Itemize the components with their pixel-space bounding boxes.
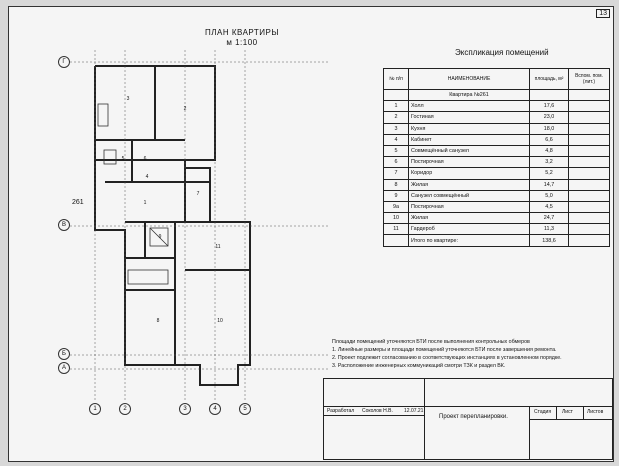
- header-name: НАИМЕНОВАНИЕ: [409, 69, 530, 90]
- stamp-col-sheets: Листов: [587, 409, 604, 415]
- table-row: 7 Коридор 5,2: [384, 168, 610, 179]
- table-group-row: [384, 90, 610, 101]
- table-row: 8 Жилая 14,7: [384, 179, 610, 190]
- sheet-number: 13: [596, 9, 610, 18]
- note-1: 1. Линейные размеры и площади помещений уточняются БТИ после завершения ремонта.: [332, 347, 557, 353]
- stamp-col-stage: Стадия: [534, 409, 552, 415]
- explication-table: [383, 68, 610, 247]
- room-label-8: 8: [156, 318, 160, 324]
- stamp-col-sheet: Лист: [562, 409, 573, 415]
- note-3: 3. Расположение инженерных коммуникаций смотри ТЗК и раздел ВК.: [332, 363, 506, 369]
- table-row: 3 Кухня 18,0: [384, 123, 610, 134]
- header-area: площадь, м²: [530, 69, 569, 90]
- plan-scale: м 1:100: [226, 38, 258, 47]
- header-num: № п/п: [384, 69, 409, 90]
- room-label-6: 6: [143, 156, 147, 162]
- stamp-date: 12.07.21: [404, 408, 424, 414]
- room-label-3: 3: [126, 96, 130, 102]
- table-row: 10 Жилая 24,7: [384, 213, 610, 224]
- axis-marker-a: А: [58, 362, 70, 374]
- room-label-1: 1: [143, 200, 147, 206]
- table-row: 9а Постирочная 4,5: [384, 201, 610, 212]
- room-label-11: 11: [215, 244, 221, 250]
- axis-marker-g: Г: [58, 56, 70, 68]
- plan-title-line1: ПЛАН КВАРТИРЫ: [205, 28, 279, 37]
- table-row: 11 Гардероб 11,3: [384, 224, 610, 235]
- note-2: 2. Проект подлежит согласованию в соответствующих инстанциях в установленном порядке.: [332, 355, 562, 361]
- table-row: 6 Постирочная 3,2: [384, 157, 610, 168]
- room-label-10: 10: [217, 318, 223, 324]
- axis-marker-1: 1: [89, 403, 101, 415]
- stamp-name: Соколов Н.В.: [362, 408, 393, 414]
- axis-marker-v: В: [58, 219, 70, 231]
- header-extra: Вспом. пом. (лит.): [569, 69, 610, 90]
- room-label-4: 4: [145, 174, 149, 180]
- table-row: 5 Совмещённый санузел 4,8: [384, 145, 610, 156]
- explication-title: Экспликация помещений: [455, 48, 549, 57]
- room-label-5: 5: [121, 156, 125, 162]
- axis-marker-5: 5: [239, 403, 251, 415]
- axis-marker-3: 3: [179, 403, 191, 415]
- table-header-row: [384, 69, 610, 90]
- title-block: [323, 378, 613, 460]
- notes-block: [332, 338, 612, 370]
- room-label-7: 7: [196, 191, 200, 197]
- note-intro: Площади помещений уточняются БТИ после выполнения контрольных обмеров: [332, 339, 530, 345]
- axis-marker-b: Б: [58, 348, 70, 360]
- table-row: 4 Кабинет 6,6: [384, 134, 610, 145]
- axis-marker-2: 2: [119, 403, 131, 415]
- stamp-project-label: Проект перепланировки.: [439, 414, 508, 420]
- group-label: Квартира №261: [409, 90, 530, 101]
- table-row: 9 Санузел совмещённый 5,0: [384, 190, 610, 201]
- table-total-row: [384, 235, 610, 246]
- table-row: 2 Гостиная 23,0: [384, 112, 610, 123]
- total-label: Итого по квартире:: [409, 235, 530, 246]
- total-value: 138,6: [530, 235, 569, 246]
- axis-marker-4: 4: [209, 403, 221, 415]
- room-label-2: 2: [183, 106, 187, 112]
- stamp-role: Разработал: [327, 408, 355, 414]
- room-label-9: 9: [158, 234, 162, 240]
- apartment-number-label: 261: [72, 199, 84, 206]
- table-row: 1 Холл 17,6: [384, 101, 610, 112]
